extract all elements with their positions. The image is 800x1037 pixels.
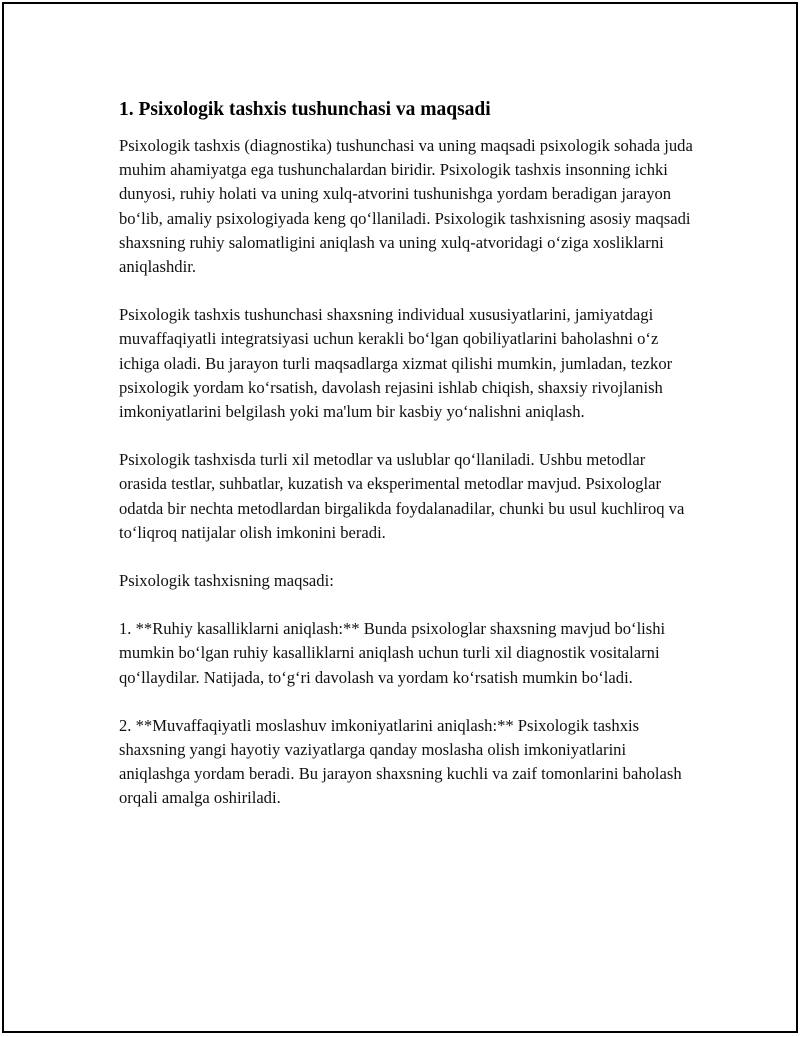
- list-item-goal-2: 2. **Muvaffaqiyatli moslashuv imkoniyatlarini aniqlash:** Psixologik tashxis shaxsning yangi hayotiy vaziyatlarga qanday moslasha olish imkoniyatlarini aniqlashga yordam beradi. Bu jarayon shaxsning kuchli va zaif tomonlarini baholash orqali amalga oshiriladi.: [119, 715, 682, 808]
- paragraph-methods: Psixologik tashxisda turli xil metodlar va uslublar qo‘llaniladi. Ushbu metodlar orasida testlar, suhbatlar, kuzatish va eksperimental metodlar mavjud. Psixologlar odatda bir nechta metodlardan birgalikda foydalanadilar, chunki bu usul kuchliroq va to‘liqroq natijalar olish imkonini beradi.: [119, 450, 685, 542]
- document-body: [119, 98, 694, 835]
- list-item-goal-1: 1. **Ruhiy kasalliklarni aniqlash:** Bunda psixologlar shaxsning mavjud bo‘lishi mumkin bo‘lgan ruhiy kasalliklarni aniqlash uchun turli xil diagnostik vositalarni qo‘llaydilar. Natijada, to‘g‘ri davolash va yordam ko‘rsatish mumkin bo‘ladi.: [119, 619, 666, 687]
- paragraph-goals-lead: Psixologik tashxisning maqsadi:: [119, 571, 334, 591]
- paragraph-concept: Psixologik tashxis tushunchasi shaxsning individual xususiyatlarini, jamiyatdagi muvaffaqiyatli integratsiyasi uchun kerakli bo‘lgan qobiliyatlarini baholashni o‘z ichiga oladi. Bu jarayon turli maqsadlarga xizmat qilishi mumkin, jumladan, tezkor psixologik yordam ko‘rsatish, davolash rejasini ishlab chiqish, shaxsiy rivojlanish imkoniyatlarini belgilash yoki ma'lum bir kasbiy yo‘nalishni aniqlash.: [119, 305, 673, 422]
- paragraph-intro: Psixologik tashxis (diagnostika) tushunchasi va uning maqsadi psixologik sohada juda muhim ahamiyatga ega tushunchalardan biridir. Psixologik tashxis insonning ichki dunyosi, ruhiy holati va uning xulq-atvorini tushunishga yordam beradigan jarayon bo‘lib, amaliy psixologiyada keng qo‘llaniladi. Psixologik tashxisning asosiy maqsadi shaxsning ruhiy salomatligini aniqlash va uning xulq-atvoridagi o‘ziga xosliklarni aniqlashdir.: [119, 136, 693, 277]
- section-heading: 1. Psixologik tashxis tushunchasi va maqsadi: [119, 99, 491, 120]
- document-page: [2, 2, 798, 1033]
